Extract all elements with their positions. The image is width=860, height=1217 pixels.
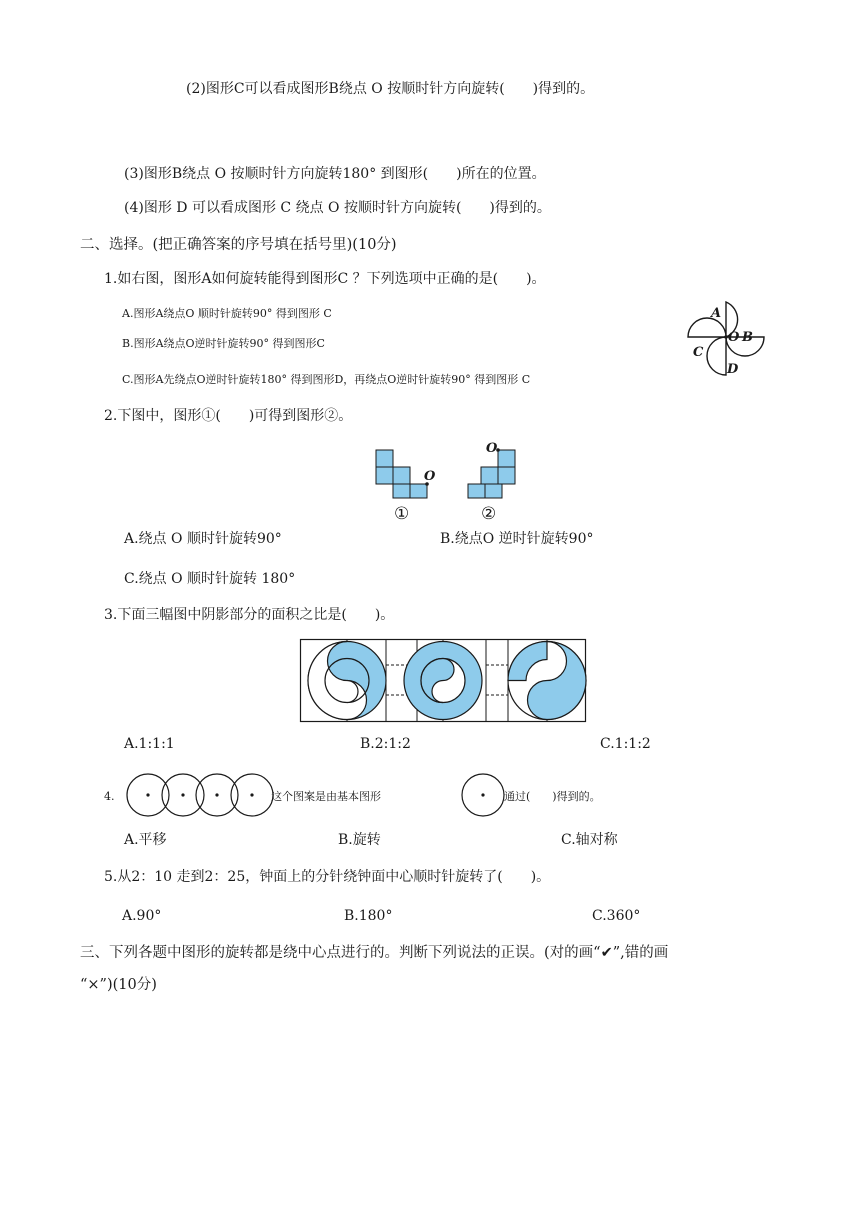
pinwheel-figure: [680, 300, 790, 380]
question-2-1-option-a: A.图形A绕点O 顺时针旋转90° 得到图形 C: [122, 307, 332, 320]
pinwheel-label-c: C: [693, 345, 704, 360]
question-2-3-option-b: B.2:1:2: [360, 736, 411, 752]
question-2-3-option-a: A.1:1:1: [124, 736, 175, 752]
question-2-5-option-b: B.180°: [344, 908, 393, 924]
question-2-4-middle-text: 这个图案是由基本图形: [271, 790, 381, 803]
question-2-4-number: 4.: [104, 790, 115, 803]
pinwheel-label-o: O: [728, 330, 740, 345]
question-2-2-stem: 2.下图中，图形①( )可得到图形②。: [104, 408, 353, 424]
yin-yang-figure: [300, 639, 586, 722]
section-2-title: 二、选择。(把正确答案的序号填在括号里)(10分): [80, 237, 397, 253]
question-2-1-stem: 1.如右图，图形A如何旋转能得到图形C ？下列选项中正确的是( )。: [104, 271, 546, 287]
question-2-4-option-a: A.平移: [124, 832, 167, 848]
question-1-2: (2)图形C可以看成图形B绕点 O 按顺时针方向旋转( )得到的。: [186, 81, 595, 97]
question-2-2-option-a: A.绕点 O 顺时针旋转90°: [124, 531, 282, 547]
four-circles-figure: [126, 771, 276, 819]
shape2-label-o: O: [486, 441, 498, 456]
question-2-3-stem: 3.下面三幅图中阴影部分的面积之比是( )。: [104, 607, 395, 623]
question-1-4: (4)图形 D 可以看成图形 C 绕点 O 按顺时针方向旋转( )得到的。: [124, 200, 551, 216]
single-circle-figure: [460, 772, 506, 818]
shape1-label-o: O: [424, 469, 436, 484]
question-2-4-option-c: C.轴对称: [561, 832, 618, 848]
pinwheel-label-d: D: [727, 362, 739, 377]
grid-shapes-figure: [372, 440, 542, 524]
question-2-5-stem: 5.从2：10 走到2：25，钟面上的分针绕钟面中心顺时针旋转了( )。: [104, 869, 551, 885]
question-2-5-option-a: A.90°: [122, 908, 162, 924]
shape1-number: ①: [394, 504, 410, 524]
question-2-5-option-c: C.360°: [592, 908, 641, 924]
section-3-title-line1: 三、下列各题中图形的旋转都是绕中心点进行的。判断下列说法的正误。(对的画“✔”,错的画: [80, 945, 669, 961]
question-2-1-option-c: C.图形A先绕点O逆时针旋转180° 得到图形D，再绕点O逆时针旋转90° 得到图形 C: [122, 373, 531, 386]
question-2-4-option-b: B.旋转: [338, 832, 381, 848]
question-2-4-end-text: 通过( )得到的。: [504, 790, 601, 803]
pinwheel-label-a: A: [711, 306, 722, 321]
question-2-2-option-b: B.绕点O 逆时针旋转90°: [440, 531, 594, 547]
pinwheel-label-b: B: [742, 330, 753, 345]
question-1-3: (3)图形B绕点 O 按顺时针方向旋转180° 到图形( )所在的位置。: [124, 166, 546, 182]
question-2-2-option-c: C.绕点 O 顺时针旋转 180°: [124, 571, 296, 587]
shape2-number: ②: [481, 504, 497, 524]
question-2-1-option-b: B.图形A绕点O逆时针旋转90° 得到图形C: [122, 337, 325, 350]
section-3-title-line2: “×”)(10分): [80, 977, 157, 993]
question-2-3-option-c: C.1:1:2: [600, 736, 651, 752]
